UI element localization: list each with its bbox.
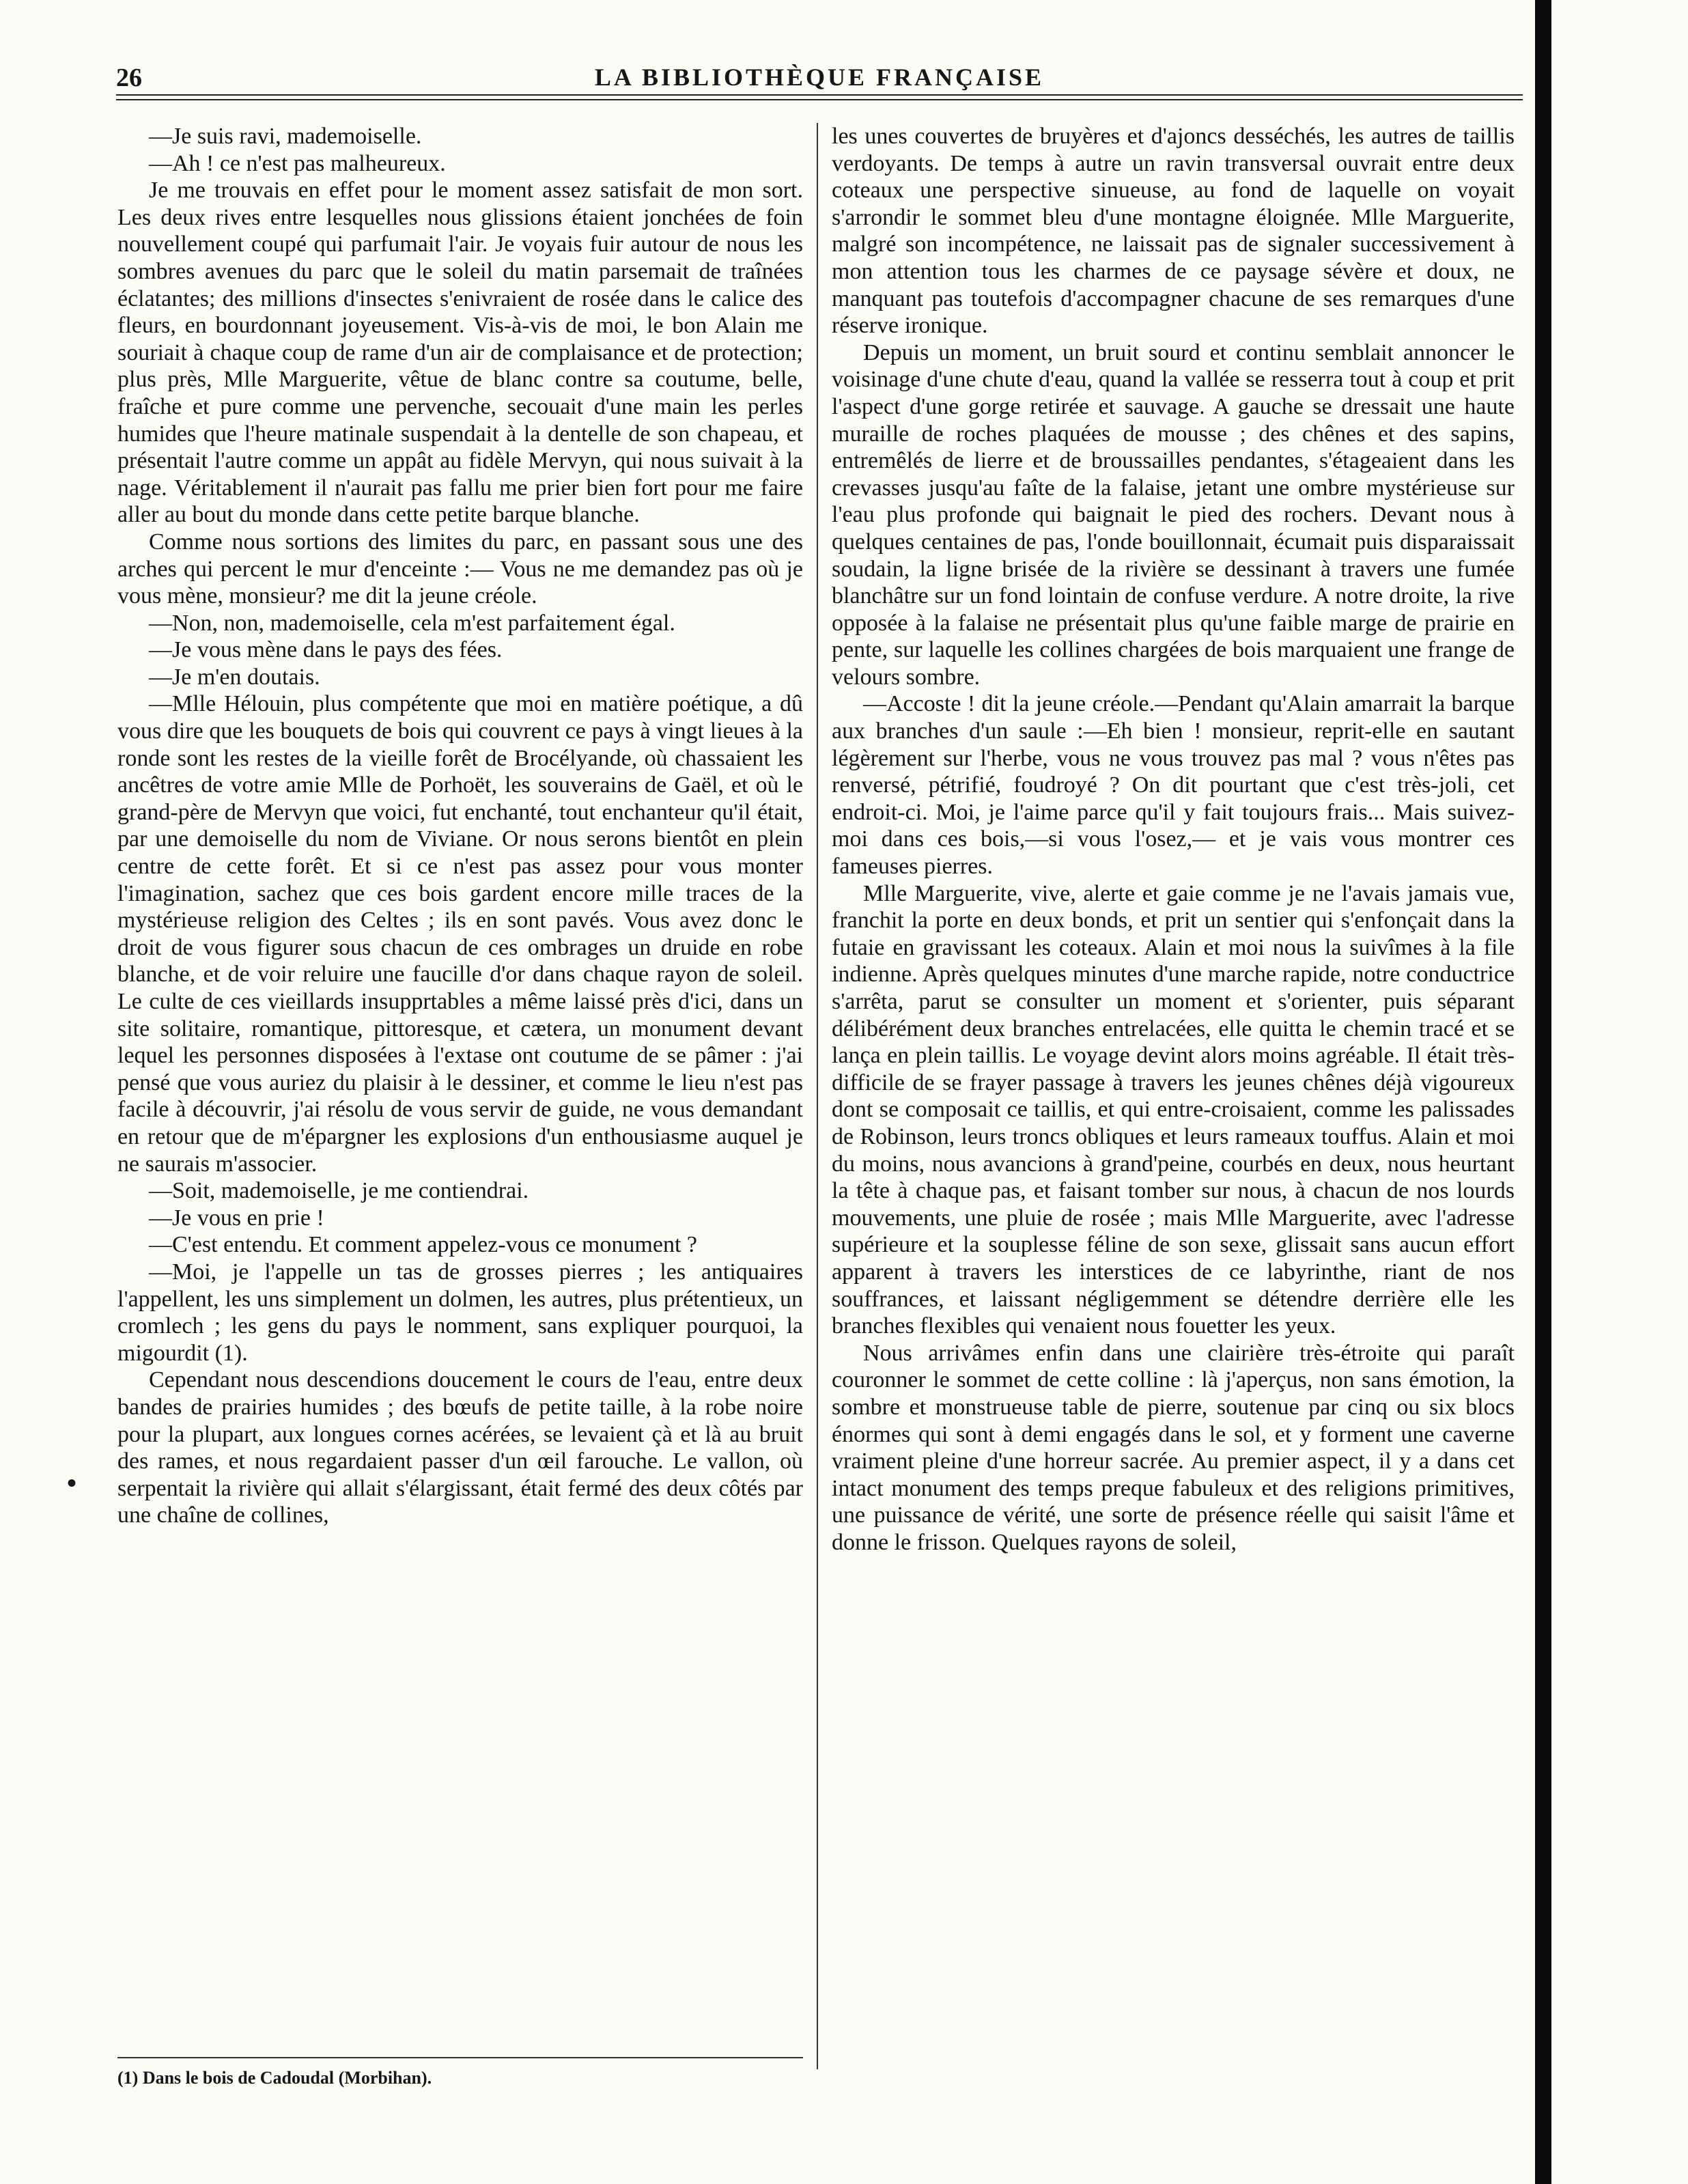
right-column — [832, 123, 1515, 1556]
footnote: (1) Dans le bois de Cadoudal (Morbihan). — [117, 2068, 432, 2088]
paragraph: —Ah ! ce n'est pas malheureux. — [149, 150, 446, 176]
paragraph: Comme nous sortions des limites du parc, en passant sous une des arches qui percent le mur d'enceinte :— Vous ne me demandez pas où je vous mène, monsieur? me dit la jeune créole. — [117, 529, 803, 609]
paragraph: —Moi, je l'appelle un tas de grosses pierres ; les antiquaires l'appellent, les uns simplement un dolmen, les autres, plus prétentieux, un cromlech ; les gens du pays le nomment, sans expliquer pourquoi, la migourdit (1). — [117, 1259, 803, 1366]
footnote-rule — [117, 2057, 803, 2058]
paragraph: —Soit, mademoiselle, je me contiendrai. — [149, 1178, 529, 1204]
margin-mark: • — [67, 1468, 77, 1498]
paragraph: —Non, non, mademoiselle, cela m'est parfaitement égal. — [149, 610, 675, 636]
paragraph: —Mlle Hélouin, plus compétente que moi en matière poétique, a dû vous dire que les bouquets de bois qui couvrent ce pays à vingt lieues à la ronde sont les restes de la vieille forêt de Brocélyande, où chassaient les ancêtres de votre amie Mlle de Porhoët, les souverains de Gaël, et où le grand-père de Mervyn que voici, fut enchanté, tout enchanteur qu'il était, par une demoiselle du nom de Viviane. Or nous serons bientôt en plein centre de cette forêt. Et si ce n'est pas assez pour vous monter l'imagination, sachez que ces bois gardent encore mille traces de la mystérieuse religion des Celtes ; ils en sont pavés. Vous avez donc le droit de vous figurer sous chacun de ces ombrages un druide en robe blanche, et de voir reluire une faucille d'or dans chaque rayon de soleil. Le culte de ces vieillards insupprtables a même laissé près d'ici, dans un site solitaire, romantique, pittoresque, et cætera, un monument devant lequel les personnes disposées à l'extase ont coutume de se pâmer : j'ai pensé que vous auriez du plaisir à le dessiner, et comme le lieu n'est pas facile à découvrir, j'ai résolu de vous servir de guide, ne vous demandant en retour que de m'épargner les explosions d'un enthousiasme auquel je ne saurais m'associer. — [117, 691, 803, 1177]
paragraph: Depuis un moment, un bruit sourd et continu semblait annoncer le voisinage d'une chute d'eau, quand la vallée se resserra tout à coup et prit l'aspect d'une gorge retirée et sauvage. A gauche se dressait une haute muraille de roches plaquées de mousse ; des chênes et des sapins, entremêlés de lierre et de broussailles pendantes, s'étageaient dans les crevasses jusqu'au faîte de la falaise, jetant une ombre mystérieuse sur l'eau plus profonde qui baignait le pied des rochers. Devant nous à quelques centaines de pas, l'onde bouillonnait, écumait puis disparaissait soudain, la ligne brisée de la rivière se dessinant à travers une fumée blanchâtre sur un fond lointain de confuse verdure. A notre droite, la rive opposée à la falaise ne présentait plus qu'une faible marge de prairie en pente, sur laquelle les collines chargées de bois marquaient une frange de velours sombre. — [832, 339, 1515, 690]
paragraph: Nous arrivâmes enfin dans une clairière très-étroite qui paraît couronner le sommet de cette colline : là j'aperçus, non sans émotion, la sombre et monstrueuse table de pierre, soutenue par cinq ou six blocs énormes qui sont à demi engagés dans le sol, et y forment une caverne vraiment pleine d'une horreur sacrée. Au premier aspect, il y a dans cet intact monument des temps preque fabuleux et des religions primitives, une puissance de vérité, une sorte de présence réelle qui saisit l'âme et donne le frisson. Quelques rayons de soleil, — [832, 1340, 1515, 1555]
paragraph: —Je vous mène dans le pays des fées. — [149, 637, 503, 663]
page-header — [116, 63, 1523, 90]
paragraph: Mlle Marguerite, vive, alerte et gaie comme je ne l'avais jamais vue, franchit la porte en deux bonds, et prit un sentier qui s'enfonçait dans la futaie en gravissant les coteaux. Alain et moi nous la suivîmes à la file indienne. Après quelques minutes d'une marche rapide, notre conductrice s'arrêta, parut se consulter un moment et s'orienter, puis séparant délibérément deux branches entrelacées, elle quitta le chemin tracé et se lança en plein taillis. Le voyage devint alors moins agréable. Il était très-difficile de se frayer passage à travers les jeunes chênes déjà vigoureux dont se composait ce taillis, et qui entre-croisaient, comme les palissades de Robinson, leurs troncs obliques et leurs rameaux touffus. Alain et moi du moins, nous avancions à grand'peine, courbés en deux, nous heurtant la tête à chaque pas, et faisant tomber sur nous, à chacun de nos lourds mouvements, une pluie de rosée ; mais Mlle Marguerite, avec l'adresse supérieure et la souplesse féline de son sexe, glissait sans aucun effort apparent à travers les interstices de ce labyrinthe, riant de nos souffrances, et laissant négligemment se détendre derrière elle les branches flexibles qui venaient nous fouetter les yeux. — [832, 880, 1515, 1339]
paragraph: les unes couvertes de bruyères et d'ajoncs desséchés, les autres de taillis verdoyants. De temps à autre un ravin transversal ouvrait entre deux coteaux une perspective sinueuse, au fond de laquelle on voyait s'arrondir le sommet bleu d'une montagne éloignée. Mlle Marguerite, malgré son incompétence, ne laissait pas de signaler successivement à mon attention tous les charmes de ce paysage sévère et doux, ne manquant pas toutefois d'accompagner chacune de ses remarques d'une réserve ironique. — [832, 124, 1515, 339]
column-divider — [817, 123, 818, 2069]
journal-title: LA BIBLIOTHÈQUE FRANÇAISE — [594, 64, 1045, 91]
paragraph: —C'est entendu. Et comment appelez-vous ce monument ? — [149, 1232, 698, 1258]
paragraph: Cependant nous descendions doucement le cours de l'eau, entre deux bandes de prairies humides ; des bœufs de petite taille, à la robe noire pour la plupart, aux longues cornes acérées, se levaient çà et là au bruit des rames, et nous regardaient passer d'un œil farouche. Le vallon, où serpentait la rivière qui allait s'élargissant, était fermé des deux côtés par une chaîne de collines, — [117, 1367, 803, 1528]
scan-edge-bar — [1535, 0, 1551, 2184]
header-rule — [116, 94, 1523, 100]
paragraph: —Je suis ravi, mademoiselle. — [149, 124, 422, 149]
paragraph: —Accoste ! dit la jeune créole.—Pendant qu'Alain amarrait la barque aux branches d'un saule :—Eh bien ! monsieur, reprit-elle en sautant légèrement sur l'herbe, vous ne vous trouvez pas mal ? vous n'êtes pas renversé, pétrifié, foudroyé ? On dit pourtant que c'est très-joli, cet endroit-ci. Moi, je l'aime parce qu'il y fait toujours frais... Mais suivez-moi dans ces bois,—si vous l'osez,— et je vais vous montrer ces fameuses pierres. — [832, 691, 1515, 880]
left-column — [117, 123, 803, 1529]
paragraph: Je me trouvais en effet pour le moment assez satisfait de mon sort. Les deux rives entre lesquelles nous glissions étaient jonchées de foin nouvellement coupé qui parfumait l'air. Je voyais fuir autour de nous les sombres avenues du parc que le soleil du matin parsemait de traînées éclatantes; des millions d'insectes s'enivraient de rosée dans le calice des fleurs, en bourdonnant joyeusement. Vis-à-vis de moi, le bon Alain me souriait à chaque coup de rame d'un air de complaisance et de protection; plus près, Mlle Marguerite, vêtue de blanc contre sa coutume, belle, fraîche et pure comme une pervenche, secouait d'une main les perles humides que l'heure matinale suspendait à la dentelle de son chapeau, et présentait l'autre comme un appât au fidèle Mervyn, qui nous suivait à la nage. Véritablement il n'aurait pas fallu me prier bien fort pour me faire aller au bout du monde dans cette petite barque blanche. — [117, 178, 803, 528]
page-number: 26 — [116, 64, 142, 92]
paragraph: —Je vous en prie ! — [149, 1205, 324, 1231]
paragraph: —Je m'en doutais. — [149, 664, 320, 690]
